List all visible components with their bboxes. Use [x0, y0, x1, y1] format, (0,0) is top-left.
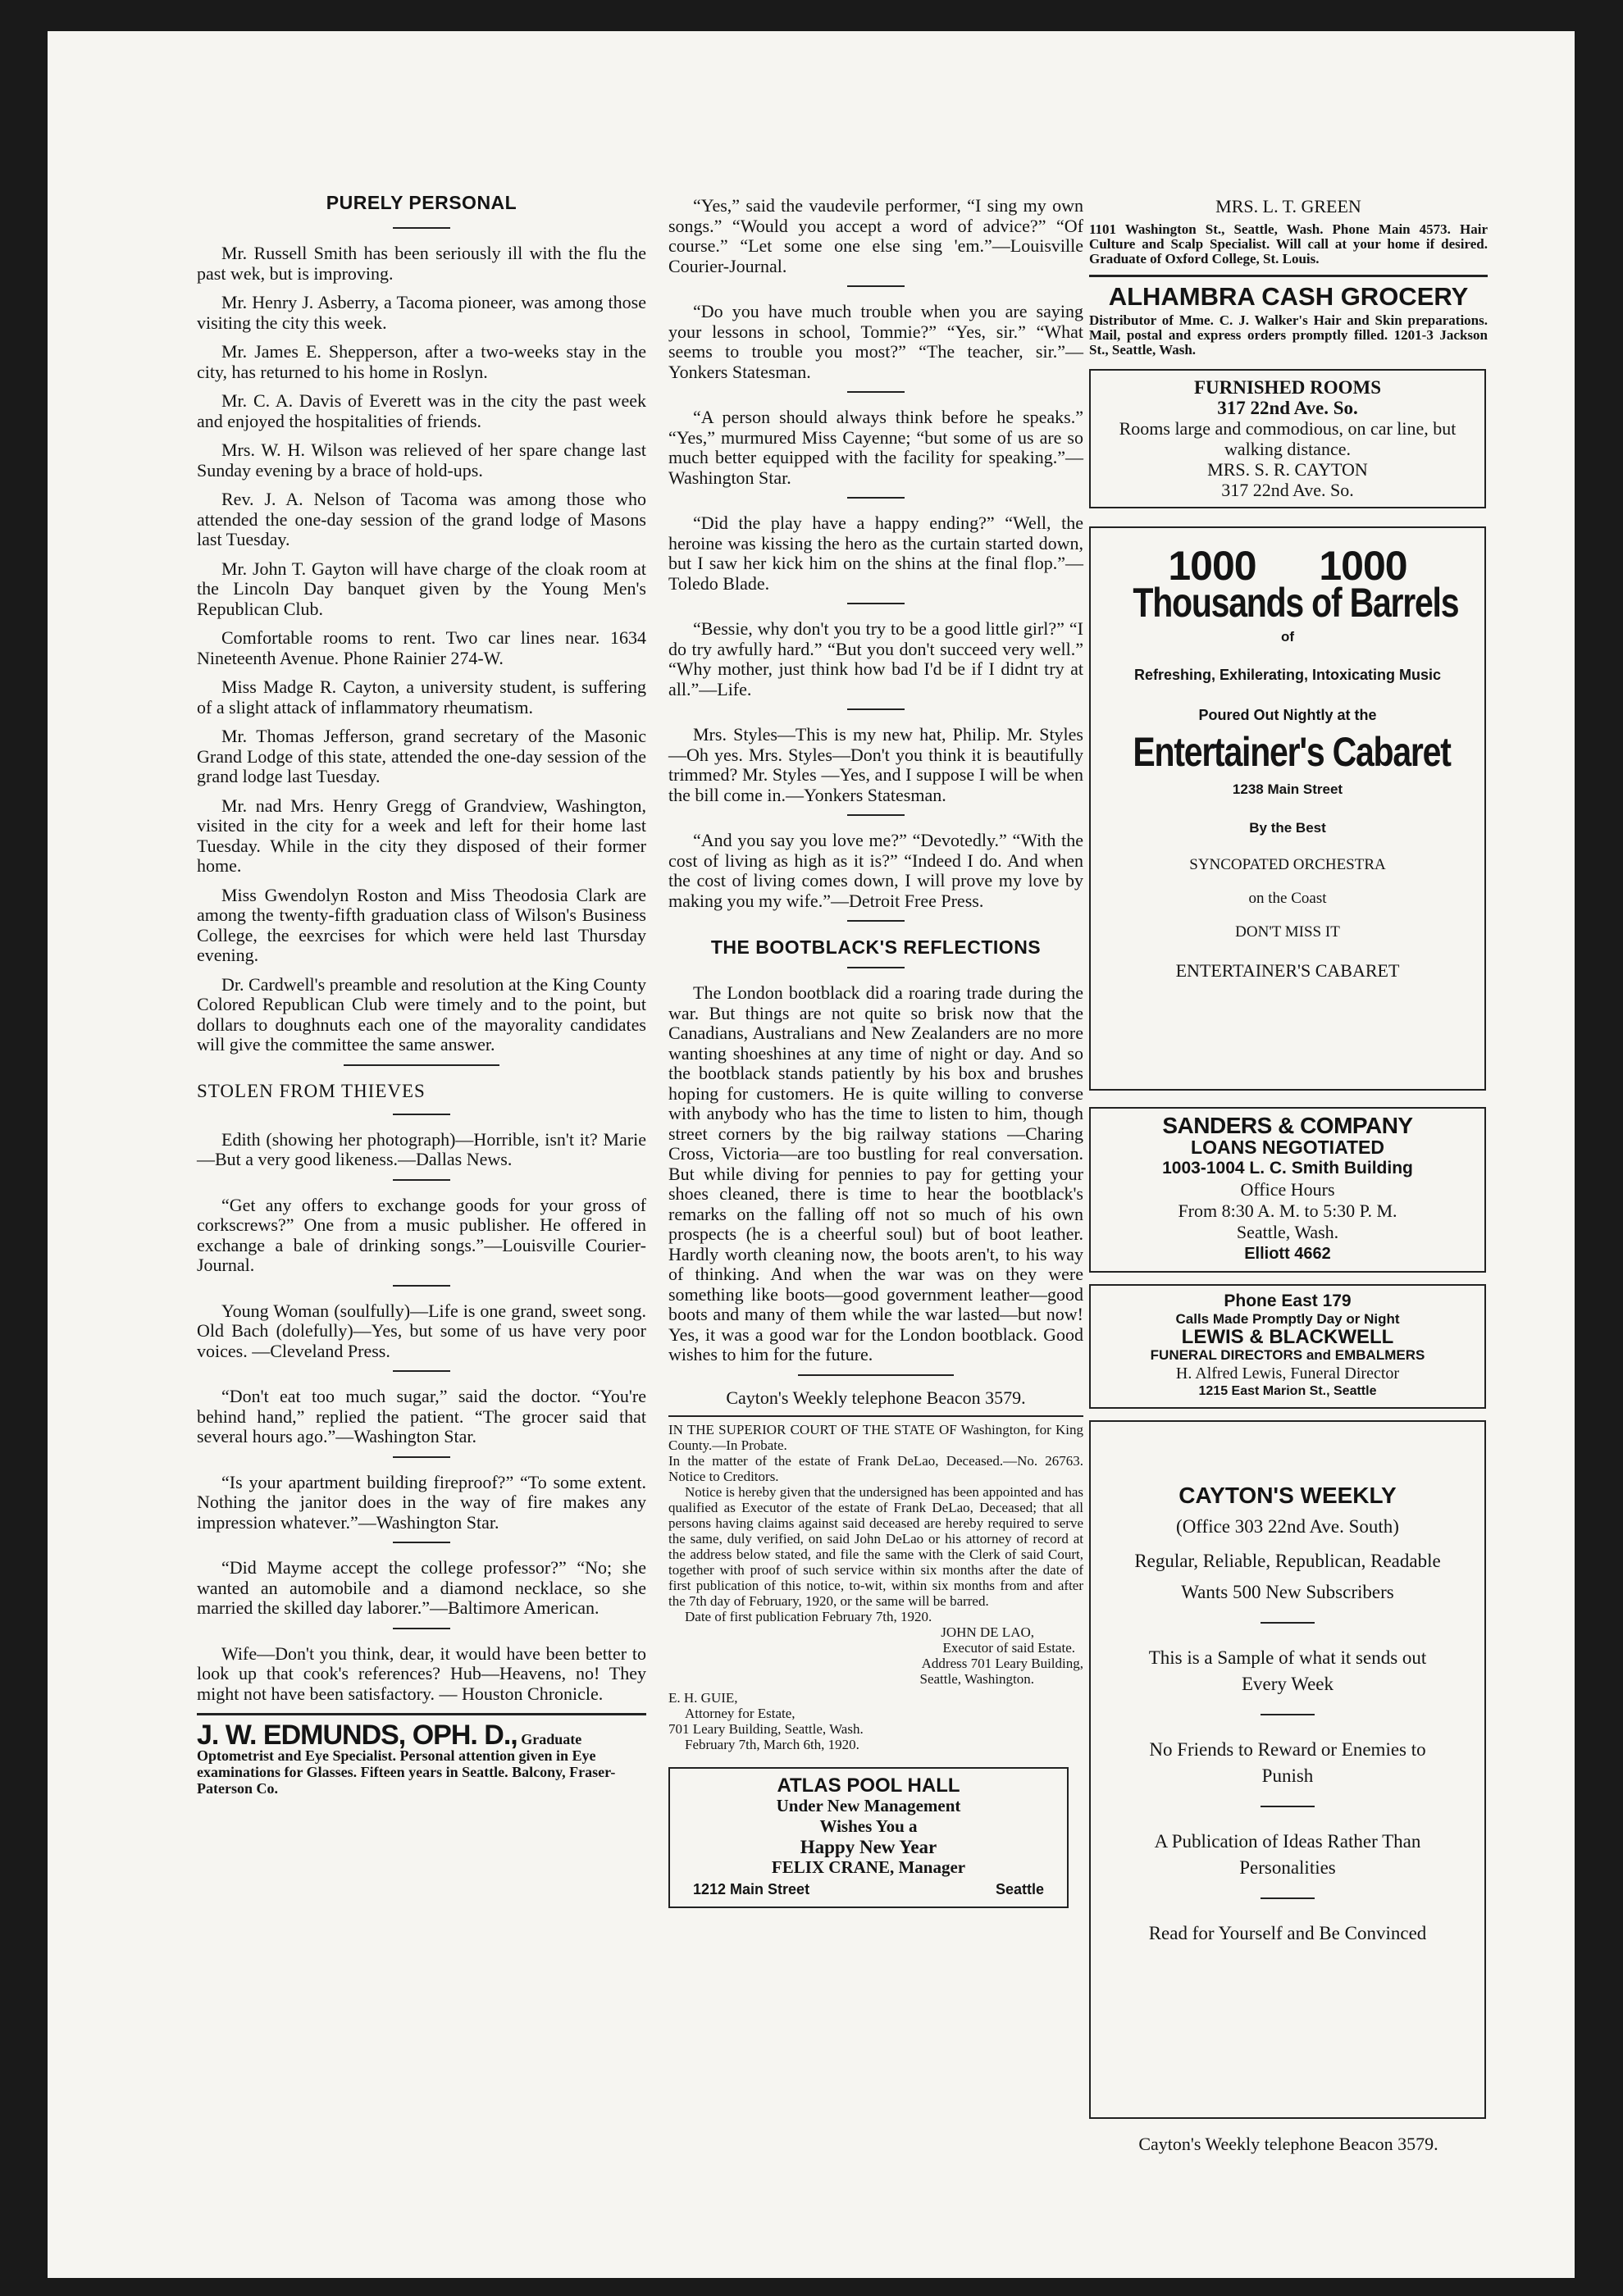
sanders-city: Seattle, Wash. [1236, 1222, 1339, 1242]
rooms-owner: MRS. S. R. CAYTON [1207, 459, 1368, 480]
notice-signature: JOHN DE LAO, [941, 1624, 1034, 1640]
ad-green-text: 1101 Washington St., Seattle, Wash. Phone Main 4573. Hair Culture and Scalp Specialist. Will call at your home if desired. Graduate of Oxford College, St. Louis. [1089, 221, 1488, 266]
notice-attorney: Attorney for Estate, [685, 1705, 796, 1721]
cabaret-orchestra: SYNCOPATED ORCHESTRA [1189, 856, 1386, 873]
ad-sanders-company [1089, 1107, 1486, 1273]
personal-item: Mr. James E. Shepperson, after a two-weeks stay in the city, has returned to his home in Roslyn. [197, 341, 646, 382]
pool-title: ATLAS POOL HALL [777, 1774, 960, 1797]
joke-item: “A person should always think before he speaks.” “Yes,” murmured Miss Cayenne; “but some of us are so much better equipped with the facility for speaking.”—Washington Star. [668, 407, 1083, 488]
bootblack-article: The London bootblack did a roaring trade during the war. But things are not quite so brisk now that the Canadians, Australians and New Zealanders are no more wanting shoeshines at any time of night or day. And so the bootblack stands patiently by his box and brushes hoping for customers. He is quite willing to converse with anybody who has the time to listen to him, though street corners by the big railway stations —Charing Cross, Victoria—are too bustling for real conversation. But while diving for pennies to pay for getting your shoes cleaned, there is time to hear the bootblack's remarks on the falling off not so much of his own prospects (he is a cheerful soul) but of boot leather. Hardly worth cleaning now, the boots aren't, to his way of thinking. And when the war was on they were something like boots—good government leather—good boots and many of them while the war lasted—but now! Yes, it was a good war for the London bootblack. Good wishes to him for the future. [668, 982, 1083, 1364]
notice-attorney: 701 Leary Building, Seattle, Wash. [668, 1720, 864, 1737]
divider [393, 1542, 450, 1543]
joke-item: “Is your apartment building fireproof?” “To some extent. Nothing the janitor does in the way of fire makes any impression whatever.”—Washington Star. [197, 1471, 646, 1533]
probate-notice [668, 1422, 1083, 1752]
sanders-phone: Elliott 4662 [1244, 1245, 1331, 1263]
divider [847, 920, 905, 922]
weekly-publication: A Publication of Ideas Rather Than [1154, 1831, 1421, 1852]
column-left [197, 154, 646, 1797]
ad-entertainers-cabaret [1089, 526, 1486, 1091]
ad-edmunds [197, 1713, 646, 1797]
divider [847, 708, 905, 710]
pool-line: Happy New Year [800, 1836, 937, 1857]
rooms-text: Rooms large and commodious, on car line, but walking distance. [1119, 418, 1457, 459]
notice-signature: Address 701 Leary Building, [921, 1655, 1083, 1671]
ad-caytons-weekly [1089, 1420, 1486, 2119]
sanders-hours-label: Office Hours [1240, 1179, 1335, 1200]
telephone-notice: Cayton's Weekly telephone Beacon 3579. [1138, 2134, 1438, 2154]
divider [393, 227, 450, 229]
joke-item: Mrs. Styles—This is my new hat, Philip. Mr. Styles—Oh yes. Mrs. Styles—Don't you think it is beautifully trimmed? Mr. Styles —Yes, and I suppose I will be when the bill come in.—Yonkers Statesman. [668, 724, 1083, 805]
ad-edmunds-name: J. W. EDMUNDS, OPH. D., [197, 1720, 517, 1751]
personal-item: Mr. nad Mrs. Henry Gregg of Grandview, Washington, visited in the city for a week and left for their home last Tuesday. While in the city they disposed of their former home. [197, 795, 646, 876]
pool-line: Wishes You a [819, 1815, 918, 1836]
divider [393, 1114, 450, 1115]
divider [1261, 1897, 1315, 1899]
weekly-title: CAYTON'S WEEKLY [1178, 1483, 1397, 1508]
lewis-sub: FUNERAL DIRECTORS and EMBALMERS [1150, 1347, 1425, 1363]
joke-item: “Yes,” said the vaudevile performer, “I sing my own songs.” “Would you accept a word of advice?” “Of course.” “Let some one else sing 'em.”—Louisville Courier-Journal. [668, 195, 1083, 276]
cabaret-name-2: ENTERTAINER'S CABARET [1175, 960, 1400, 981]
divider [344, 1064, 499, 1066]
pool-city: Seattle [995, 1880, 1044, 1897]
cabaret-miss: DON'T MISS IT [1235, 923, 1340, 941]
pool-address-row [678, 1878, 1059, 1900]
ad-furnished-rooms [1089, 369, 1486, 508]
rooms-title: FURNISHED ROOMS [1193, 377, 1382, 398]
joke-item: “Get any offers to exchange goods for your gross of corkscrews?” One from a music publisher. He offered in exchange a bale of drinking songs.”—Louisville Courier-Journal. [197, 1194, 646, 1275]
divider [1261, 1806, 1315, 1807]
divider [798, 1374, 954, 1376]
heading-purely-personal: PURELY PERSONAL [326, 192, 517, 213]
cabaret-numbers [1099, 543, 1476, 589]
divider [1261, 1622, 1315, 1624]
weekly-wants: Wants 500 New Subscribers [1181, 1582, 1394, 1602]
notice-signature: Executor of said Estate. [942, 1639, 1075, 1656]
personal-item: Mr. John T. Gayton will have charge of the cloak room at the Lincoln Day banquet given by the Young Men's Republican Club. [197, 558, 646, 619]
weekly-office: (Office 303 22nd Ave. South) [1176, 1516, 1399, 1537]
divider [668, 1415, 1083, 1417]
ad-atlas-pool-hall [668, 1767, 1069, 1908]
ad-edmunds-text: Graduate Optometrist and Eye Specialist. Personal attention given in Eye examinations for Glasses. Fifteen years in Seattle. Balcony, Fraser-Paterson Co. [197, 1731, 616, 1797]
ad-green-title: MRS. L. T. GREEN [1215, 196, 1361, 216]
lewis-name: LEWIS & BLACKWELL [1181, 1326, 1394, 1348]
divider [847, 967, 905, 968]
joke-item: “Did the play have a happy ending?” “Well, the heroine was kissing the hero as the curtain started down, but I saw her kick him on the shins at the final flop.”—Toledo Blade. [668, 512, 1083, 594]
joke-item: “Did Mayme accept the college professor?” “No; she wanted an automobile and a diamond necklace, so she married the skilled day laborer.”—Baltimore American. [197, 1557, 646, 1618]
joke-item: “Don't eat too much sugar,” said the doctor. “You're behind hand,” replied the patient. “The grocer said that several hours ago.”—Washington Star. [197, 1386, 646, 1446]
joke-item: “Bessie, why don't you try to be a good little girl?” “I do try awfully hard.” “But you don't succeed very well.” “Why mother, just think how bad I'd be if I didnt try at all.”—Life. [668, 618, 1083, 699]
column-middle [668, 158, 1083, 1908]
divider [847, 391, 905, 393]
sanders-title: SANDERS & COMPANY [1162, 1113, 1413, 1138]
personal-item: Mr. Thomas Jefferson, grand secretary of the Masonic Grand Lodge of this state, attended the one-day session of the grand lodge last Tuesday. [197, 726, 646, 786]
telephone-notice: Cayton's Weekly telephone Beacon 3579. [726, 1387, 1026, 1408]
notice-attorney: February 7th, March 6th, 1920. [685, 1736, 859, 1752]
rooms-address: 317 22nd Ave. So. [1217, 398, 1358, 418]
lewis-calls: Calls Made Promptly Day or Night [1175, 1311, 1400, 1327]
divider [393, 1179, 450, 1181]
sanders-hours: From 8:30 A. M. to 5:30 P. M. [1178, 1200, 1397, 1221]
notice-line: In the matter of the estate of Frank DeLao, Deceased.—No. 26763. Notice to Creditors. [668, 1452, 1083, 1484]
weekly-publication: Personalities [1239, 1857, 1336, 1878]
divider [393, 1370, 450, 1372]
weekly-sample: This is a Sample of what it sends out [1148, 1647, 1427, 1668]
notice-line: Date of first publication February 7th, 1920. [685, 1608, 932, 1624]
personal-item: Miss Gwendolyn Roston and Miss Theodosia Clark are among the twenty-fifth graduation class of Wilson's Business College, the eexrcises for which were held last Thursday evening. [197, 884, 646, 965]
cabaret-tagline: Refreshing, Exhilerating, Intoxicating Music [1133, 667, 1442, 683]
cabaret-by: By the Best [1249, 820, 1326, 836]
lewis-address: 1215 East Marion St., Seattle [1198, 1384, 1377, 1398]
rooms-address-2: 317 22nd Ave. So. [1221, 480, 1354, 500]
newspaper-page [48, 31, 1575, 2278]
pool-address: 1212 Main Street [693, 1880, 810, 1897]
pool-line: FELIX CRANE, Manager [771, 1856, 966, 1877]
weekly-friends: No Friends to Reward or Enemies to [1149, 1739, 1426, 1760]
weekly-read: Read for Yourself and Be Convinced [1148, 1923, 1427, 1943]
cabaret-coast: on the Coast [1248, 890, 1327, 907]
cabaret-headline: Thousands of Barrels [1133, 580, 1459, 626]
personal-item: Dr. Cardwell's preamble and resolution at the King County Colored Republican Club were timely and to the point, but dollars to doughnuts each one of the mayorality candidates will give the committee the same answer. [197, 973, 646, 1055]
joke-item: “Do you have much trouble when you are saying your lessons in school, Tommie?” “Yes, sir.” “What seems to trouble you most?” “The teacher, sir.”—Yonkers Statesman. [668, 301, 1083, 382]
divider [393, 1456, 450, 1458]
divider [847, 497, 905, 499]
heading-bootblack: THE BOOTBLACK'S REFLECTIONS [710, 936, 1042, 958]
joke-item: Wife—Don't you think, dear, it would have been better to look up that cook's references? Hub—Heavens, no! They might not have been satisfactory. — Houston Chronicle. [197, 1642, 646, 1704]
lewis-phone: Phone East 179 [1224, 1292, 1352, 1310]
pool-line: Under New Management [776, 1795, 961, 1815]
personal-item: Miss Madge R. Cayton, a university student, is suffering of a slight attack of inflammatory rheumatism. [197, 676, 646, 718]
ad-alhambra-text: Distributor of Mme. C. J. Walker's Hair and Skin preparations. Mail, postal and express orders promptly filled. 1201-3 Jackson St., Seattle, Wash. [1089, 312, 1488, 358]
ad-alhambra-title: ALHAMBRA CASH GROCERY [1108, 282, 1469, 311]
divider [1261, 1714, 1315, 1715]
personal-item: Comfortable rooms to rent. Two car lines near. 1634 Nineteenth Avenue. Phone Rainier 274-W. [197, 627, 646, 668]
cabaret-of: of [1280, 629, 1295, 645]
notice-line: IN THE SUPERIOR COURT OF THE STATE OF Washington, for King County.—In Probate. [668, 1421, 1083, 1453]
divider [393, 1628, 450, 1629]
cabaret-poured: Poured Out Nightly at the [1198, 707, 1377, 723]
joke-item: Young Woman (soulfully)—Life is one grand, sweet song. Old Bach (dolefully)—Yes, but some of us have very poor voices. —Cleveland Press. [197, 1300, 646, 1361]
divider [847, 814, 905, 816]
cabaret-number: 1000 [1319, 543, 1407, 589]
sanders-building: 1003-1004 L. C. Smith Building [1162, 1159, 1413, 1178]
column-right [1089, 158, 1488, 2155]
divider [847, 285, 905, 287]
personal-item: Mr. Henry J. Asberry, a Tacoma pioneer, was among those visiting the city this week. [197, 292, 646, 333]
divider [393, 1285, 450, 1287]
cabaret-number: 1000 [1168, 543, 1256, 589]
weekly-motto: Regular, Reliable, Republican, Readable [1134, 1551, 1441, 1571]
joke-item: Edith (showing her photograph)—Horrible, isn't it? Marie—But a very good likeness.—Dallas News. [197, 1128, 646, 1169]
personal-item: Mr. Russell Smith has been seriously ill with the flu the past wek, but is improving. [197, 243, 646, 284]
divider [1089, 275, 1488, 277]
notice-signature: Seattle, Washington. [919, 1670, 1034, 1687]
personal-item: Mr. C. A. Davis of Everett was in the city the past week and enjoyed the hospitalities of friends. [197, 390, 646, 431]
weekly-sample: Every Week [1241, 1674, 1334, 1694]
joke-item: “And you say you love me?” “Devotedly.” “With the cost of living as high as it is?” “Indeed I do. And when the cost of living comes down, I will prove my love by making you my wife.”—Detroit Free Press. [668, 830, 1083, 911]
sanders-sub: LOANS NEGOTIATED [1191, 1137, 1384, 1158]
ad-lewis-blackwell [1089, 1284, 1486, 1409]
cabaret-street: 1238 Main Street [1232, 781, 1343, 797]
personal-item: Rev. J. A. Nelson of Tacoma was among those who attended the one-day session of the grand lodge of Masons last Tuesday. [197, 489, 646, 549]
notice-line: Notice is hereby given that the undersigned has been appointed and has qualified as Executor of the estate of Frank DeLao, Deceased; that all persons having claims against said deceased are hereby required to serve the same, duly verified, on said John DeLao or his attorney of record at the address below stated, and file the same with the Clerk of said Court, together with proof of such service within six months after the date of first publication of this notice, to-wit, within six months from and after the 7th day of February, 1920, or the same will be barred. [668, 1483, 1083, 1609]
lewis-director: H. Alfred Lewis, Funeral Director [1175, 1364, 1400, 1383]
notice-attorney: E. H. GUIE, [668, 1689, 738, 1706]
cabaret-name: Entertainer's Cabaret [1133, 729, 1451, 775]
divider [847, 603, 905, 604]
personal-item: Mrs. W. H. Wilson was relieved of her spare change last Sunday evening by a brace of hold-ups. [197, 440, 646, 481]
weekly-friends: Punish [1261, 1765, 1314, 1786]
heading-stolen-from-thieves: STOLEN FROM THIEVES [197, 1080, 426, 1101]
